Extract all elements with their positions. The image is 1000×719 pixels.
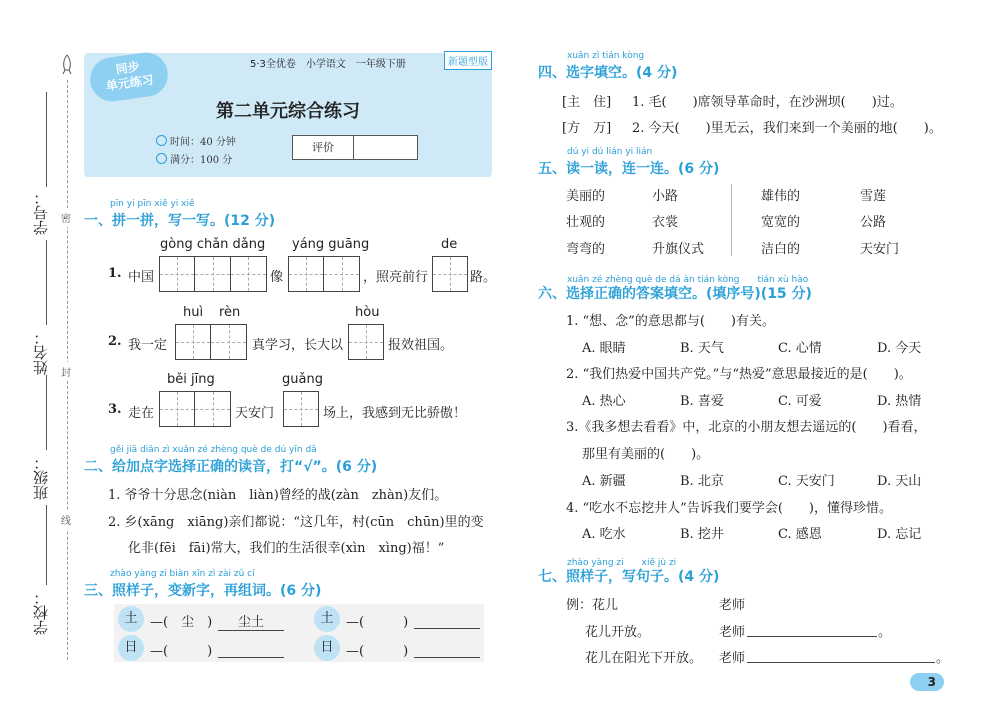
s6-q2-opt-d: D. 热情 xyxy=(877,394,922,409)
s1-q3-post: 场上，我感到无比骄傲！ xyxy=(323,406,467,421)
s2-pinyin: gěi jiā diǎn zì xuǎn zé zhèng què de dú yīn dǎ xyxy=(110,445,317,455)
s6-q3b: 那里有美丽的( )。 xyxy=(582,447,710,462)
s3-r1a-mid: —( 尘 ) xyxy=(150,615,213,630)
s1-q2-grid1[interactable] xyxy=(175,324,247,360)
badge-line1: 同步 xyxy=(114,59,141,77)
s7-blank-2[interactable] xyxy=(747,636,877,637)
s6-q3-opt-c: C. 天安门 xyxy=(778,474,835,489)
s5-title: 五、读一读，连一连。(6 分) xyxy=(538,161,720,177)
s6-q4-opt-b: B. 挖井 xyxy=(680,527,724,542)
s6-title: 六、选择正确的答案填空。(填序号)(15 分) xyxy=(538,286,812,302)
s6-q1-opt-a: A. 眼睛 xyxy=(582,341,626,356)
page-number: 3 xyxy=(910,673,944,691)
s1-q2-pre: 我一定 xyxy=(128,338,168,353)
s3-r2a-mid: —( ) xyxy=(150,644,213,659)
edition-tag: 新题型版 xyxy=(444,51,492,70)
school-line[interactable] xyxy=(46,505,47,585)
s5-lb-1: 衣裳 xyxy=(652,215,679,230)
s6-q3-opt-b: B. 北京 xyxy=(680,474,724,489)
s7-blank-3[interactable] xyxy=(747,662,935,663)
s1-q1-grid1[interactable] xyxy=(159,256,267,292)
s1-q1-grid2[interactable] xyxy=(288,256,360,292)
badge-line2: 单元练习 xyxy=(105,72,155,94)
page-title: 第二单元综合练习 xyxy=(216,101,360,122)
s6-q3-opt-d: D. 天山 xyxy=(877,474,922,489)
s1-pinyin: pīn yi pīn xiě yi xiě xyxy=(110,199,195,209)
s1-q2-post: 报效祖国。 xyxy=(388,338,454,353)
s5-lb-0: 小路 xyxy=(652,189,679,204)
s3-title: 三、照样子，变新字，再组词。(6 分) xyxy=(84,583,322,599)
s1-q1-pre: 中国 xyxy=(128,270,155,285)
s4-opt1: [主 住] xyxy=(562,95,612,110)
s4-pinyin: xuǎn zì tián kòng xyxy=(567,51,645,61)
s6-q3: 3.《我多想去看看》中，北京的小朋友想去遥远的( )看看， xyxy=(566,420,927,435)
s1-q3-py1: běi jīng xyxy=(167,372,215,387)
time-text: 时间：40 分钟 xyxy=(170,137,236,148)
s1-q3-num: 3. xyxy=(108,402,122,417)
s4-opt2: [方 万] xyxy=(562,121,612,136)
s5-la-0: 美丽的 xyxy=(566,189,606,204)
s6-q2-opt-a: A. 热心 xyxy=(582,394,626,409)
s7-teacher-1: 老师 xyxy=(719,598,746,613)
cut-char-feng: 封 xyxy=(61,362,71,381)
s6-q1: 1. “想、念”的意思都与( )有关。 xyxy=(566,314,775,329)
s6-pinyin: xuǎn zé zhèng què de dá àn tián kòng tián xù hào xyxy=(567,275,809,285)
s3-r1b-mid: —( ) xyxy=(346,615,409,630)
s1-q1-py1: gòng chǎn dǎng xyxy=(160,237,266,252)
s7-line2: 花儿开放。 xyxy=(585,625,651,640)
name-label: 姓名： xyxy=(32,330,50,375)
s1-q2-py1: huì xyxy=(183,305,204,320)
s1-q1-py3: de xyxy=(441,237,458,252)
name-line[interactable] xyxy=(46,240,47,325)
s7-end-2: 。 xyxy=(878,625,892,640)
s5-la-1: 壮观的 xyxy=(566,215,606,230)
s6-q2: 2. “我们热爱中国共产党。”与“热爱”意思最接近的是( )。 xyxy=(566,367,912,382)
header-panel xyxy=(84,53,492,177)
cut-char-xian: 线 xyxy=(61,510,71,529)
s1-q1-mid2: ，照亮前行 xyxy=(363,270,429,285)
s6-q4-opt-d: D. 忘记 xyxy=(877,527,922,542)
s3-r2a-char: 日 xyxy=(118,635,144,661)
s7-line3: 花儿在阳光下开放。 xyxy=(585,651,703,666)
s7-teacher-3: 老师 xyxy=(719,651,746,666)
evaluation-box xyxy=(292,135,418,160)
time-row xyxy=(156,133,236,148)
score-row xyxy=(156,151,232,166)
s6-q4-opt-c: C. 感恩 xyxy=(778,527,822,542)
s7-example: 例：花儿 xyxy=(566,598,619,613)
series-text: 5·3全优卷 小学语文 一年级下册 xyxy=(250,59,406,70)
s7-end-3: 。 xyxy=(936,651,950,666)
s3-r2b-mid: —( ) xyxy=(346,644,409,659)
s1-q1-grid3[interactable] xyxy=(432,256,468,292)
s1-title: 一、拼一拼，写一写。(12 分) xyxy=(84,213,276,229)
s5-ra-0: 雄伟的 xyxy=(761,189,801,204)
s3-r1b-char: 土 xyxy=(314,606,340,632)
clock-icon xyxy=(156,135,167,146)
s6-q1-opt-b: B. 天气 xyxy=(680,341,724,356)
s1-q1-mid: 像 xyxy=(270,270,284,285)
s1-q3-py2: guǎng xyxy=(282,372,323,387)
s5-rb-2: 天安门 xyxy=(860,242,900,257)
s2-q2b: 化非(fēi fāi)常大，我们的生活很幸(xìn xìng)福！” xyxy=(128,541,445,556)
s5-la-2: 弯弯的 xyxy=(566,242,606,257)
evaluation-label: 评价 xyxy=(293,136,354,159)
score-text: 满分：100 分 xyxy=(170,155,233,166)
s6-q3-opt-a: A. 新疆 xyxy=(582,474,626,489)
s3-r2a-blank[interactable] xyxy=(218,657,284,658)
s5-ra-2: 洁白的 xyxy=(761,242,801,257)
s2-title: 二、给加点字选择正确的读音，打“√”。(6 分) xyxy=(84,459,378,475)
s3-r2b-blank[interactable] xyxy=(414,657,480,658)
s1-q1-num: 1. xyxy=(108,266,122,281)
s5-pinyin: dú yi dú lián yi lián xyxy=(567,147,653,157)
s1-q3-grid1[interactable] xyxy=(159,391,231,427)
student-id-label: 学号： xyxy=(32,190,50,235)
s1-q2-grid2[interactable] xyxy=(348,324,384,360)
school-label: 学校： xyxy=(32,590,50,635)
student-id-line[interactable] xyxy=(46,92,47,187)
s6-q2-opt-b: B. 喜爱 xyxy=(680,394,724,409)
class-label: 班级： xyxy=(32,455,50,500)
s1-q3-grid2[interactable] xyxy=(283,391,319,427)
s3-pinyin: zhào yàng zi biàn xīn zì zài zǔ cí xyxy=(110,569,255,579)
s6-q1-opt-d: D. 今天 xyxy=(877,341,922,356)
s7-pinyin: zhào yàng zi xiě jù zi xyxy=(567,558,677,568)
s6-q4-opt-a: A. 吃水 xyxy=(582,527,626,542)
s5-rb-0: 雪莲 xyxy=(860,189,887,204)
s1-q1-post: 路。 xyxy=(470,270,497,285)
s4-q1: 1. 毛( )席领导革命时，在沙洲坝( )过。 xyxy=(632,95,903,110)
s1-q2-py3: hòu xyxy=(355,305,380,320)
s1-q2-py2: rèn xyxy=(219,305,241,320)
s5-ra-1: 宽宽的 xyxy=(761,215,801,230)
s7-teacher-2: 老师 xyxy=(719,625,746,640)
s6-q4: 4. “吃水不忘挖井人”告诉我们要学会( )，懂得珍惜。 xyxy=(566,501,892,516)
s5-divider xyxy=(731,184,732,256)
check-icon xyxy=(156,153,167,164)
s2-q2: 2. 乡(xāng xiāng)亲们都说：“这几年，村(cūn chūn)里的变 xyxy=(108,515,484,530)
s3-r1a-char: 土 xyxy=(118,606,144,632)
cut-char-mi: 密 xyxy=(61,208,71,227)
s5-lb-2: 升旗仪式 xyxy=(652,242,705,257)
s1-q3-pre: 走在 xyxy=(128,406,155,421)
s4-q2: 2. 今天( )里无云，我们来到一个美丽的地( )。 xyxy=(632,121,942,136)
rocket-icon xyxy=(61,54,73,80)
class-line[interactable] xyxy=(46,375,47,450)
s1-q2-mid: 真学习，长大以 xyxy=(252,338,344,353)
s7-title: 七、照样子，写句子。(4 分) xyxy=(538,569,720,585)
s6-q2-opt-c: C. 可爱 xyxy=(778,394,822,409)
s1-q1-py2: yáng guāng xyxy=(292,237,370,252)
s3-r2b-char: 日 xyxy=(314,635,340,661)
s5-rb-1: 公路 xyxy=(860,215,887,230)
s4-title: 四、选字填空。(4 分) xyxy=(538,65,678,81)
s3-r1a-word: 尘土 xyxy=(218,611,284,631)
s3-r1b-blank[interactable] xyxy=(414,628,480,629)
s1-q3-mid: 天安门 xyxy=(235,406,275,421)
s1-q2-num: 2. xyxy=(108,334,122,349)
s2-q1: 1. 爷爷十分思念(niàn liàn)曾经的战(zàn zhàn)友们。 xyxy=(108,488,448,503)
s6-q1-opt-c: C. 心情 xyxy=(778,341,822,356)
